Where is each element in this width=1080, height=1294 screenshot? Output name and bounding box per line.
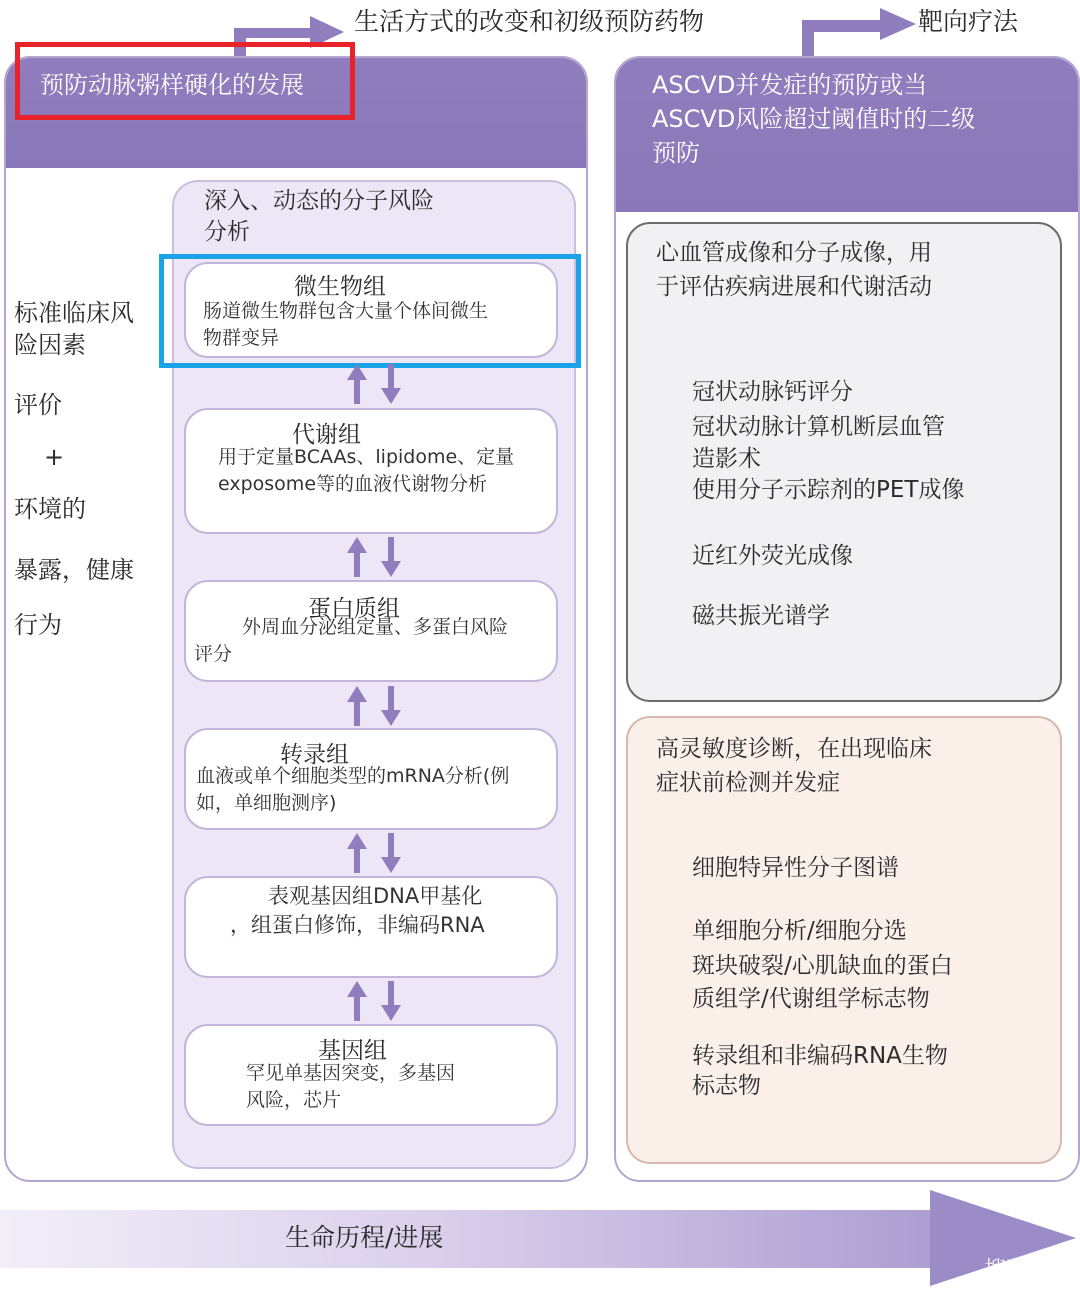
targeted-therapy-label: 靶向疗法 — [918, 7, 1019, 36]
diagnosis-item: 细胞特异性分子图谱 — [692, 855, 899, 881]
red-highlight-box — [15, 42, 355, 120]
secondary-prevention-title — [652, 68, 975, 170]
proteome-desc-line-2: 评分 — [194, 643, 233, 665]
microbiome-desc-line-1: 肠道微生物群包含大量个体间微生 — [203, 300, 489, 322]
behavior-text: 行为 — [14, 611, 62, 639]
environment-text: 环境的 — [14, 495, 86, 523]
secondary-prevention-title-line-1: ASCVD并发症的预防或当 — [652, 71, 928, 99]
plus-sign: + — [44, 443, 65, 471]
updown-arrow-icon — [340, 684, 410, 728]
blue-highlight-box — [159, 254, 581, 368]
diagnosis-item: 斑块破裂/心肌缺血的蛋白 — [692, 953, 953, 979]
genome-desc-line-1: 罕见单基因突变，多基因 — [246, 1062, 456, 1084]
updown-arrow-icon — [340, 831, 410, 875]
transcriptome-desc-line-2: 如，单细胞测序) — [196, 792, 337, 814]
secondary-prevention-title-line-2: ASCVD风险超过阈值时的二级 — [652, 105, 976, 133]
primary-prevention-title: 预防动脉粥样硬化的发展 — [40, 71, 304, 99]
proteome-title: 蛋白质组 — [308, 596, 400, 622]
epigenome-desc — [230, 882, 485, 940]
imaging-heading-line-1: 心血管成像和分子成像，用 — [656, 240, 932, 266]
transcriptome-desc — [196, 763, 509, 817]
molecular-risk-title-line-1: 深入、动态的分子风险 — [204, 188, 434, 214]
imaging-item: 冠状动脉钙评分 — [692, 379, 853, 405]
sogou-translate-watermark: 搜狗翻译 — [983, 1258, 1072, 1283]
exposure-health-text: 暴露，健康 — [14, 556, 134, 584]
diagnosis-item: 标志物 — [692, 1073, 761, 1099]
molecular-risk-title-line-2: 分析 — [204, 219, 250, 245]
diagnosis-item: 转录组和非编码RNA生物 — [692, 1043, 948, 1069]
lifestyle-arrow-label: 生活方式的改变和初级预防药物 — [354, 7, 705, 36]
metabolome-title: 代谢组 — [292, 422, 361, 448]
microbiome-desc-line-2: 物群变异 — [203, 327, 280, 349]
risk-factor-text-2: 险因素 — [14, 331, 86, 359]
transcriptome-desc-line-1: 血液或单个细胞类型的mRNA分析(例 — [196, 765, 510, 787]
molecular-risk-title — [204, 186, 434, 248]
imaging-heading — [656, 236, 932, 304]
updown-arrow-icon — [340, 362, 410, 406]
transcriptome-title: 转录组 — [280, 742, 349, 768]
diagnosis-heading — [656, 732, 932, 800]
diagnosis-heading-line-2: 症状前检测并发症 — [656, 770, 840, 796]
genome-desc — [246, 1060, 455, 1114]
evaluation-text: 评价 — [14, 391, 62, 419]
genome-desc-line-2: 风险，芯片 — [246, 1089, 342, 1111]
microbiome-title: 微生物组 — [294, 274, 386, 300]
risk-factor-text-1: 标准临床风 — [14, 299, 134, 327]
proteome-desc — [194, 614, 508, 668]
life-course-label: 生命历程/进展 — [285, 1223, 444, 1252]
epigenome-desc-line-2: ，组蛋白修饰，非编码RNA — [230, 913, 485, 937]
updown-arrow-icon — [340, 535, 410, 579]
metabolome-desc-line-1: 用于定量BCAAs、lipidome、定量 — [218, 446, 515, 468]
imaging-item: 近红外荧光成像 — [692, 543, 853, 569]
diagnosis-item: 单细胞分析/细胞分选 — [692, 918, 907, 944]
targeted-therapy-arrow — [796, 4, 920, 64]
updown-arrow-icon — [340, 979, 410, 1023]
secondary-prevention-title-line-3: 预防 — [652, 139, 700, 167]
proteome-desc-line-1: 外周血分泌组定量、多蛋白风险 — [242, 616, 509, 638]
diagnosis-item: 质组学/代谢组学标志物 — [692, 986, 930, 1012]
diagnosis-heading-line-1: 高灵敏度诊断，在出现临床 — [656, 736, 932, 762]
genome-title: 基因组 — [318, 1038, 387, 1064]
imaging-item: 使用分子示踪剂的PET成像 — [692, 477, 965, 503]
metabolome-desc — [218, 444, 514, 498]
imaging-item: 磁共振光谱学 — [692, 603, 830, 629]
imaging-item: 造影术 — [692, 446, 761, 472]
imaging-heading-line-2: 于评估疾病进展和代谢活动 — [656, 274, 932, 300]
life-course-band — [0, 1210, 980, 1268]
metabolome-desc-line-2: exposome等的血液代谢物分析 — [218, 473, 488, 495]
epigenome-desc-line-1: 表观基因组DNA甲基化 — [268, 884, 483, 908]
imaging-item: 冠状动脉计算机断层血管 — [692, 414, 945, 440]
